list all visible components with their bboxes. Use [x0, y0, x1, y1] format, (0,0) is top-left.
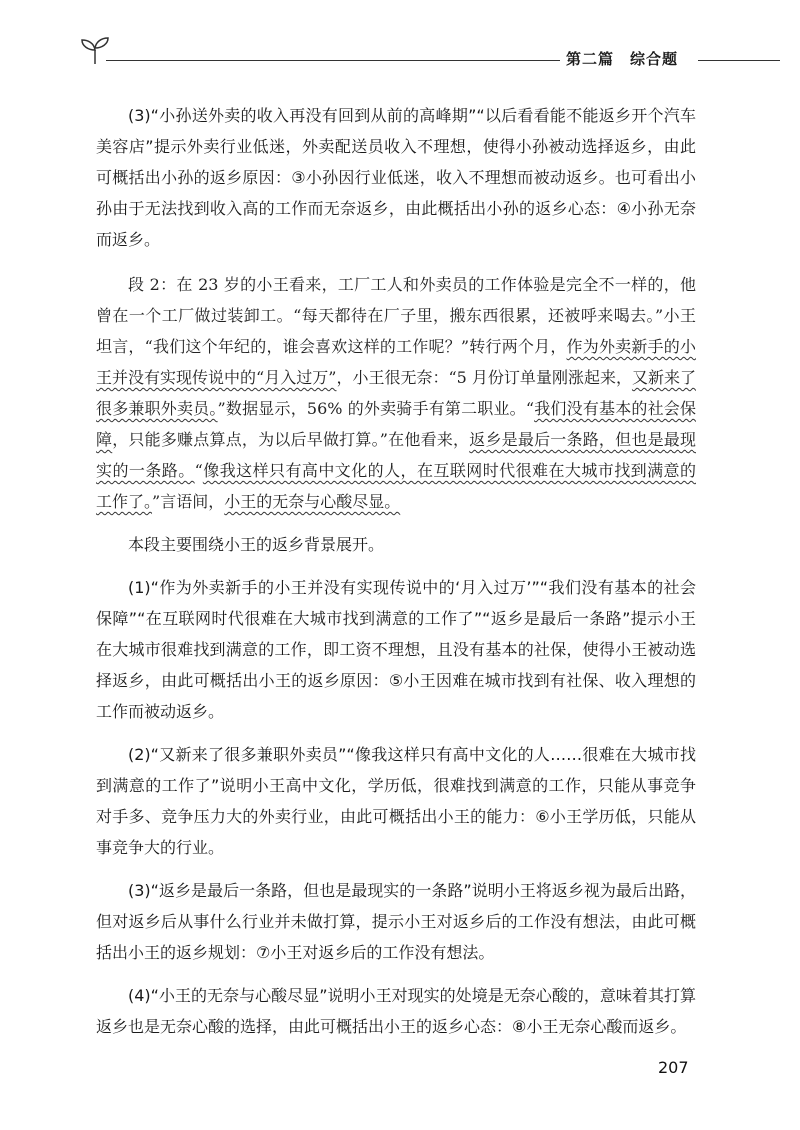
page-body [96, 100, 696, 1054]
quote-text: 段 2：在 23 岁的小王看来，工厂工人和外卖员的工作体验是完全不一样的，他曾在一个工厂做过装卸工。“每天都待在厂子里，搬东西很累，还被呼来喝去。”小王坦言，“我们这个年纪的，谁会喜欢这样的工作呢？”转行两个月， [96, 275, 696, 356]
wavy-underline-text: 又新来了很多兼职外卖员。 [96, 368, 696, 418]
analysis-paragraph-wang-4: (4)“小王的无奈与心酸尽显”说明小王对现实的处境是无奈心酸的，意味着其打算返乡也是无奈心酸的选择，由此可概括出小王的返乡心态：⑧小王无奈心酸而返乡。 [96, 986, 696, 1036]
analysis-paragraph-wang-1: (1)“作为外卖新手的小王并没有实现传说中的‘月入过万’”“我们没有基本的社会保障”“在互联网时代很难在大城市找到满意的工作了”“返乡是最后一条路”提示小王在大城市很难找到满意的工作，即工资不理想，且没有基本的社保，使得小王被动选择返乡，由此可概括出小王的返乡原因：⑤小王因难在城市找到有社保、收入理想的工作而被动返乡。 [96, 578, 696, 721]
wavy-underline-text: 返乡是最后一条路，但也是最现实的一条路。 [96, 430, 696, 480]
sprout-icon [78, 34, 112, 66]
quote-text: “ [194, 461, 203, 480]
wavy-underline-text: 作为外卖新手的小王并没有实现传说中的“月入过万” [96, 337, 696, 387]
quote-text: ，小王很无奈：“5 月份订单量刚涨起来， [336, 368, 632, 387]
quoted-passage-2 [96, 269, 696, 517]
quote-text: ，只能多赚点算点，为以后早做打算。”在他看来， [112, 430, 470, 449]
analysis-paragraph-wang-2: (2)“又新来了很多兼职外卖员”“像我这样只有高中文化的人……很难在大城市找到满意的工作了”说明小王高中文化，学历低，很难找到满意的工作，只能从事竞争对手多、竞争压力大的外卖行业，由此可概括出小王的能力：⑥小王学历低，只能从事竞争大的行业。 [96, 745, 696, 857]
header-rule-right [698, 60, 780, 61]
page-number: 207 [658, 1058, 689, 1077]
header-rule-left [106, 60, 560, 61]
quote-text: ”数据显示，56% 的外卖骑手有第二职业。“ [217, 399, 535, 418]
section-title: 第二篇 综合题 [566, 50, 679, 68]
analysis-paragraph-sun-3: (3)“小孙送外卖的收入再没有回到从前的高峰期”“以后看看能不能返乡开个汽车美容店”提示外卖行业低迷，外卖配送员收入不理想，使得小孙被动选择返乡，由此可概括出小孙的返乡原因：③小孙因行业低迷，收入不理想而被动返乡。也可看出小孙由于无法找到收入高的工作而无奈返乡，由此概括出小孙的返乡心态：④小孙无奈而返乡。 [96, 106, 696, 249]
section-intro: 本段主要围绕小王的返乡背景展开。 [128, 535, 385, 554]
wavy-underline-text: 我们没有基本的社会保障 [96, 399, 696, 449]
page-header [78, 32, 780, 72]
wavy-underline-text: 像我这样只有高中文化的人，在互联网时代很难在大城市找到满意的工作了。 [96, 461, 696, 511]
quote-text: ”言语间， [152, 492, 225, 511]
analysis-paragraph-wang-3: (3)“返乡是最后一条路，但也是最现实的一条路”说明小王将返乡视为最后出路，但对返乡后从事什么行业并未做打算，提示小王对返乡后的工作没有想法，由此可概括出小王的返乡规划：⑦小王对返乡后的工作没有想法。 [96, 881, 696, 962]
wavy-underline-text: 小王的无奈与心酸尽显。 [224, 492, 401, 511]
